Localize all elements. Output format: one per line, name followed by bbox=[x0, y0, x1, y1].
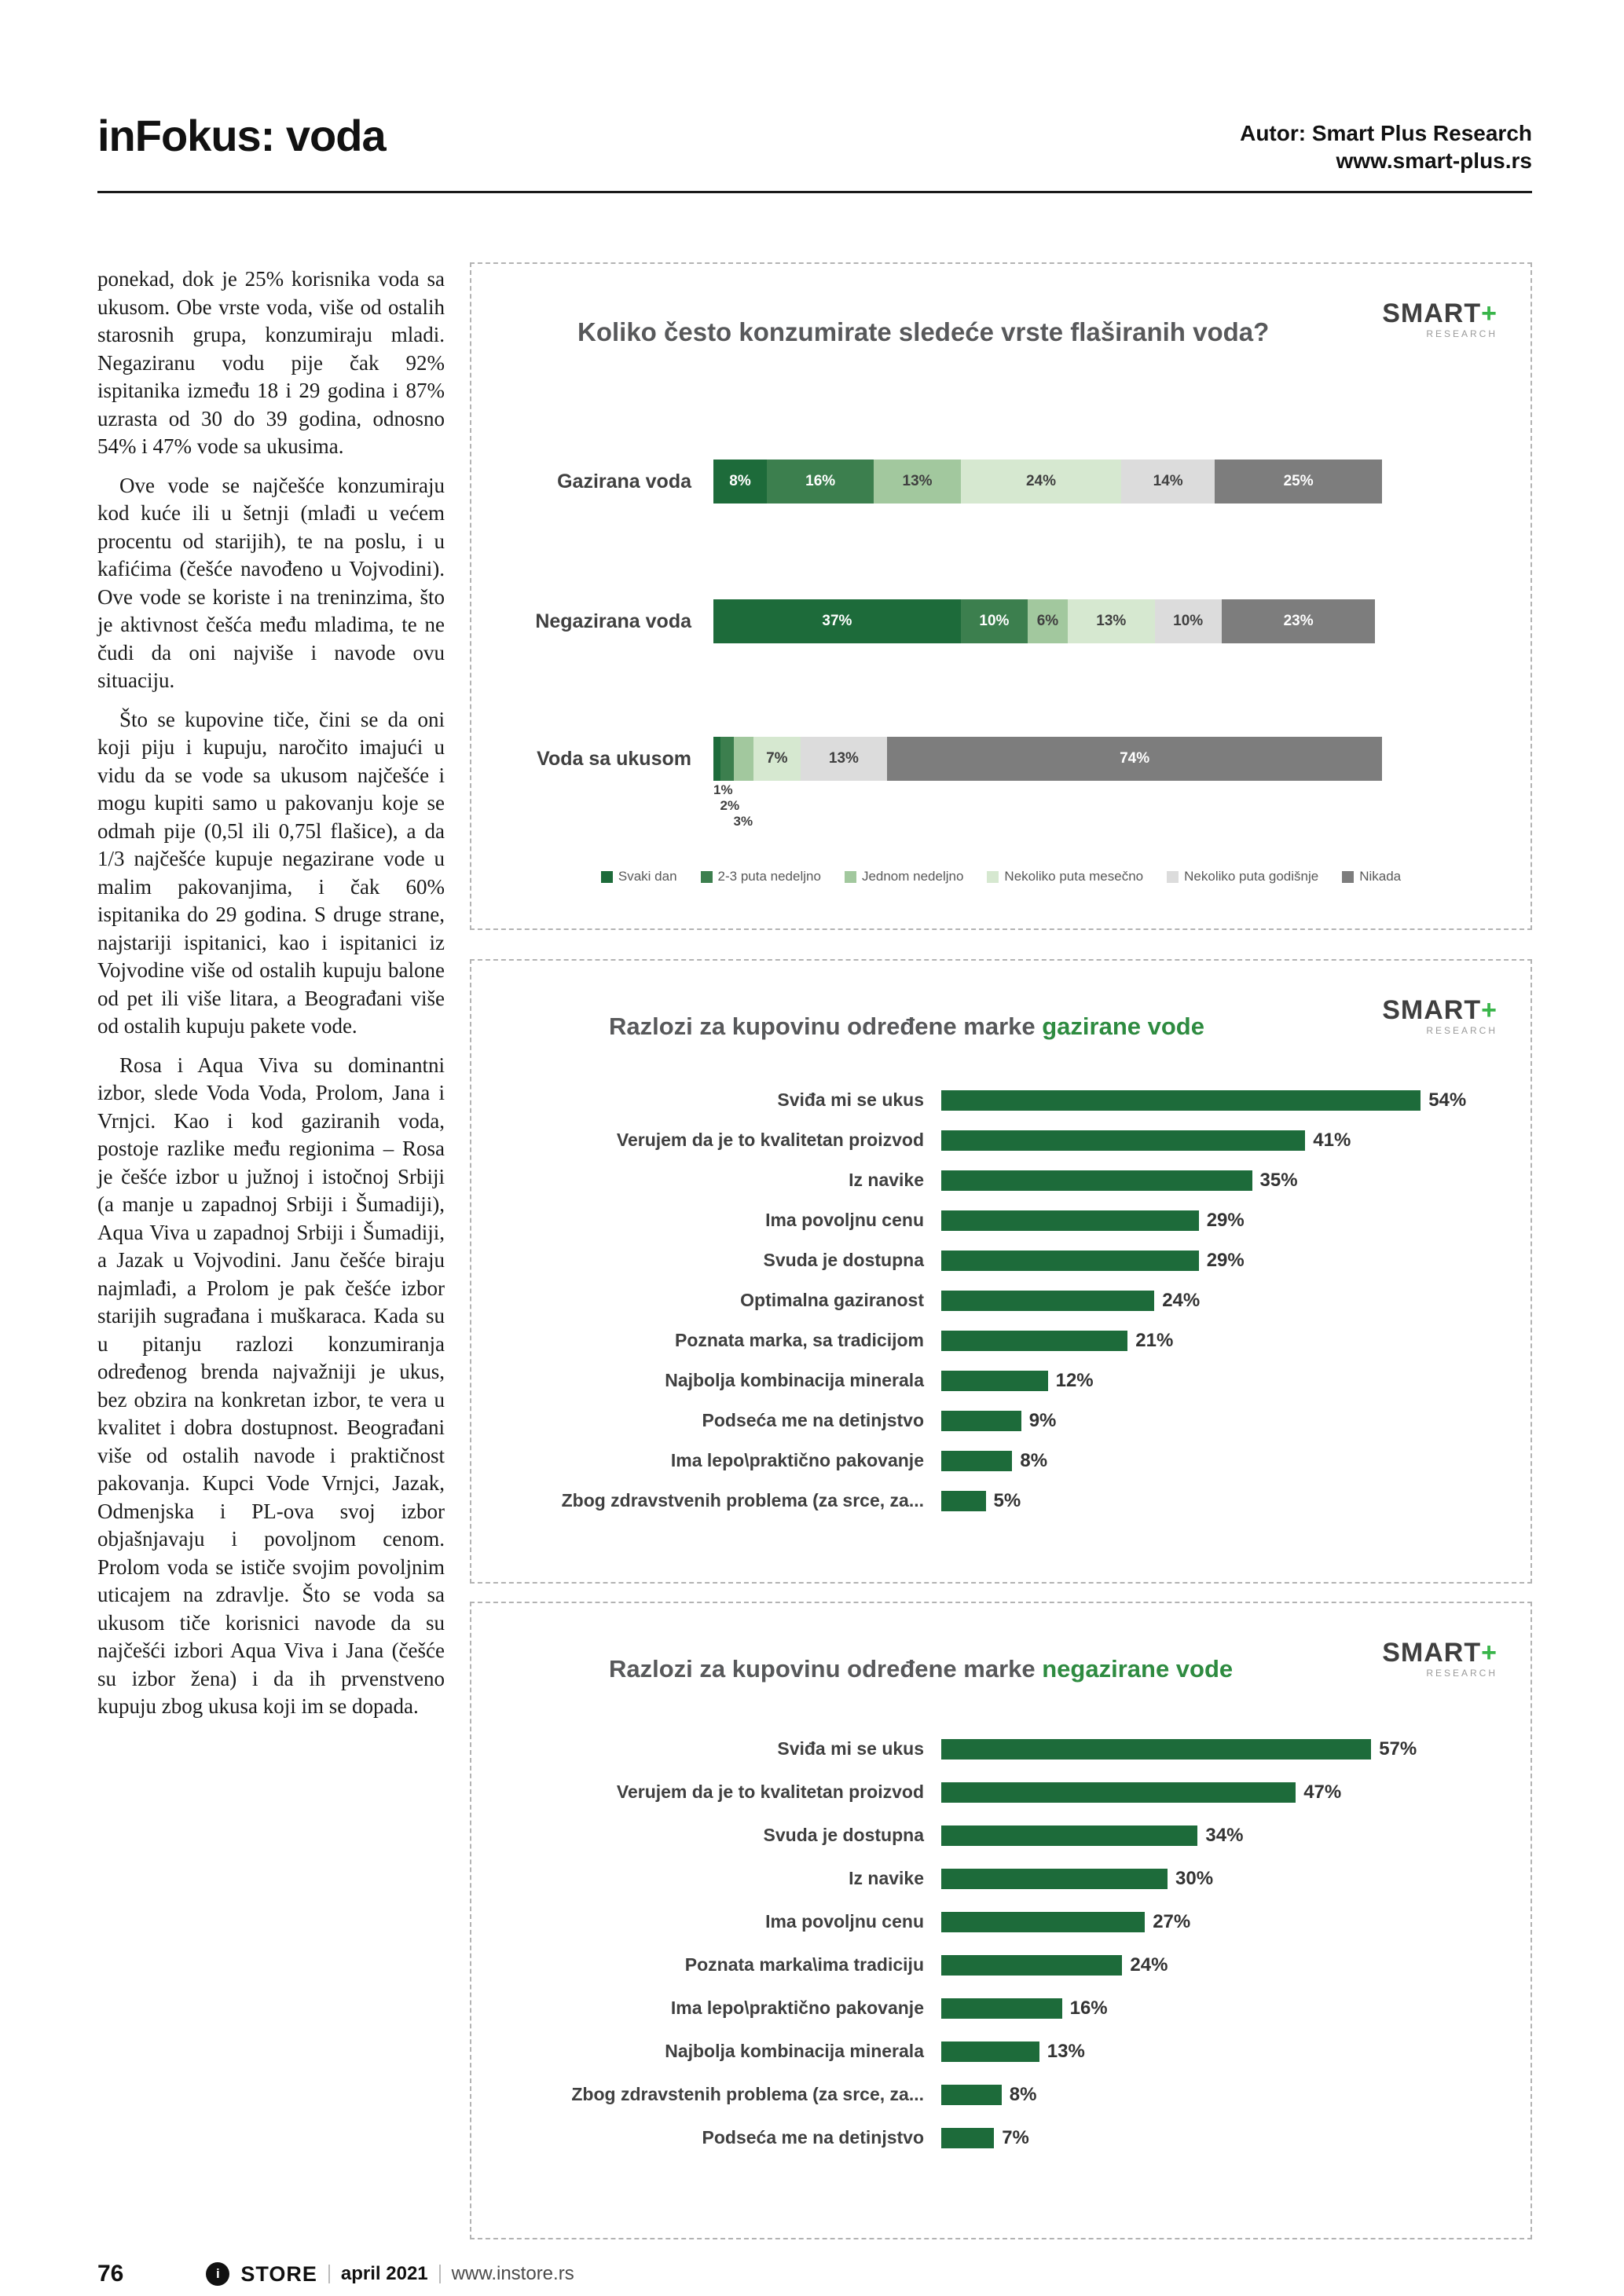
bar-category-label: Sviđa mi se ukus bbox=[777, 1089, 924, 1110]
bar-category-label: Verujem da je to kvalitetan proizvod bbox=[616, 1130, 924, 1150]
stacked-row bbox=[493, 460, 1382, 504]
bar bbox=[941, 1739, 1371, 1760]
bar-row bbox=[489, 1080, 1513, 1120]
bar-value-label: 54% bbox=[1428, 1089, 1467, 1111]
bar-category-label: Ima povoljnu cenu bbox=[765, 1210, 924, 1230]
logo-text: SMART bbox=[1382, 995, 1482, 1025]
legend-item bbox=[601, 869, 677, 884]
bar-row bbox=[489, 2073, 1513, 2116]
smart-plus-logo bbox=[1382, 997, 1498, 1035]
bar-value-label: 16% bbox=[1069, 1997, 1108, 2019]
chart-title: Razlozi za kupovinu određene marke gazirane vode bbox=[609, 1013, 1204, 1040]
legend-label: 2-3 puta nedeljno bbox=[717, 869, 821, 884]
bar bbox=[941, 1998, 1062, 2019]
bar bbox=[941, 1411, 1021, 1431]
bar-value-label: 12% bbox=[1055, 1369, 1094, 1391]
bar-row bbox=[489, 1987, 1513, 2030]
page-footer bbox=[97, 2261, 574, 2287]
bar-segment: 13% bbox=[1068, 599, 1155, 643]
logo-subtext: RESEARCH bbox=[1426, 328, 1498, 339]
bar-value-label: 41% bbox=[1313, 1129, 1351, 1151]
bar bbox=[941, 2128, 994, 2148]
bar-category-label: Svuda je dostupna bbox=[763, 1250, 924, 1270]
bar-segment bbox=[720, 737, 734, 781]
legend-swatch-icon bbox=[601, 871, 613, 883]
bar-value-label: 27% bbox=[1153, 1910, 1191, 1932]
segment-value-label: 2% bbox=[720, 798, 740, 813]
bar-row bbox=[489, 2116, 1513, 2159]
bar-category-label: Poznata marka, sa tradicijom bbox=[674, 1330, 924, 1350]
author-website: www.smart-plus.rs bbox=[1336, 148, 1532, 173]
logo-subtext: RESEARCH bbox=[1426, 1668, 1498, 1679]
bar-value-label: 13% bbox=[1047, 2040, 1085, 2062]
bar bbox=[941, 2041, 1039, 2062]
legend-swatch-icon bbox=[1167, 871, 1179, 883]
legend-item bbox=[1342, 869, 1401, 884]
bar-segment: 74% bbox=[887, 737, 1382, 781]
bar bbox=[941, 1371, 1048, 1391]
bar-row bbox=[489, 1814, 1513, 1857]
bar bbox=[941, 1291, 1154, 1311]
smart-plus-logo bbox=[1382, 1639, 1498, 1678]
bar bbox=[941, 1782, 1296, 1803]
bar-category-label: Podseća me na detinjstvo bbox=[702, 1410, 924, 1430]
bar bbox=[941, 1912, 1145, 1932]
article-paragraph-1: ponekad, dok je 25% korisnika voda sa ukusom. Obe vrste voda, više od ostalih starosnih grupa, konzumiraju mladi. Negaziranu vodu pije čak 92% ispitanika između 18 i 29 godina i 87% uzrasta od 30 do 39 godina, odnosno 54% i 47% vode sa ukusima. bbox=[97, 267, 445, 458]
bar-row bbox=[489, 1943, 1513, 1987]
bar-segment bbox=[713, 737, 720, 781]
bar-segment: 6% bbox=[1028, 599, 1068, 643]
legend-swatch-icon bbox=[987, 871, 999, 883]
bar-value-label: 7% bbox=[1002, 2126, 1029, 2148]
magazine-brand: STORE bbox=[240, 2261, 317, 2286]
bar-row bbox=[489, 1441, 1513, 1481]
category-label: Gazirana voda bbox=[557, 470, 691, 493]
legend-label: Jednom nedeljno bbox=[861, 869, 964, 884]
bar-value-label: 29% bbox=[1206, 1209, 1245, 1231]
page-number: 76 bbox=[97, 2261, 124, 2287]
bar-category-label: Podseća me na detinjstvo bbox=[702, 2127, 924, 2148]
header-rule bbox=[97, 191, 1532, 193]
bar-value-label: 30% bbox=[1175, 1867, 1214, 1889]
bar-row bbox=[489, 1280, 1513, 1320]
plus-icon: + bbox=[1481, 995, 1498, 1025]
logo-subtext: RESEARCH bbox=[1426, 1025, 1498, 1036]
chart-title: Koliko često konzumirate sledeće vrste flaširanih voda? bbox=[577, 317, 1270, 346]
bar-value-label: 24% bbox=[1130, 1954, 1168, 1976]
category-label: Voda sa ukusom bbox=[537, 747, 691, 770]
bar-segment bbox=[734, 737, 754, 781]
bar-value-label: 8% bbox=[1009, 2083, 1037, 2105]
bar-row bbox=[489, 1200, 1513, 1240]
stacked-bar bbox=[713, 599, 1382, 643]
segment-value-label: 1% bbox=[713, 782, 733, 797]
bar bbox=[941, 1491, 986, 1511]
bar-category-label: Ima povoljnu cenu bbox=[765, 1911, 924, 1932]
category-label: Negazirana voda bbox=[535, 610, 691, 632]
page-title: inFokus: voda bbox=[97, 111, 386, 160]
bar-row bbox=[489, 1320, 1513, 1360]
bar-category-label: Optimalna gaziranost bbox=[740, 1290, 924, 1310]
bar-value-label: 47% bbox=[1303, 1781, 1342, 1803]
bar-value-label: 8% bbox=[1020, 1449, 1048, 1471]
stacked-bar bbox=[713, 737, 1382, 829]
bar bbox=[941, 1090, 1421, 1111]
bar-row bbox=[489, 1401, 1513, 1441]
bar-category-label: Zbog zdravstvenih problema (za srce, za... bbox=[561, 1490, 924, 1511]
bar bbox=[941, 1130, 1305, 1151]
bar-segment: 13% bbox=[874, 460, 961, 504]
bar-value-label: 5% bbox=[993, 1489, 1021, 1511]
legend-swatch-icon bbox=[845, 871, 856, 883]
legend-label: Nikada bbox=[1359, 869, 1402, 884]
bar-value-label: 35% bbox=[1259, 1169, 1298, 1191]
article-column bbox=[97, 265, 445, 1721]
smart-plus-logo bbox=[1382, 300, 1498, 339]
bar-segment: 14% bbox=[1121, 460, 1215, 504]
bar bbox=[941, 1955, 1122, 1976]
legend-label: Svaki dan bbox=[618, 869, 677, 884]
legend-swatch-icon bbox=[1342, 871, 1354, 883]
stacked-row bbox=[493, 737, 1382, 829]
bar-row bbox=[489, 1727, 1513, 1771]
bar-segment: 13% bbox=[801, 737, 888, 781]
title-highlight: gazirane vode bbox=[1042, 1013, 1204, 1040]
bar-segment: 25% bbox=[1215, 460, 1382, 504]
bar-segment: 24% bbox=[961, 460, 1121, 504]
chart-reasons-still bbox=[470, 1602, 1532, 2239]
bar bbox=[941, 1210, 1199, 1231]
footer-divider bbox=[439, 2265, 441, 2283]
bar-segment: 23% bbox=[1222, 599, 1376, 643]
stacked-bar bbox=[713, 460, 1382, 504]
article-paragraph-3: Što se kupovine tiče, čini se da oni koji piju i kupuju, naročito imajući u vidu da se vode sa ukusom najčešće i mogu kupiti samo u pakovanju koje se odmah pije (0,5l ili 0,75l flašice), a da 1/3 najčešće kupuje negazirane vode u malim pakovanjima, i čak 60% ispitanika do 29 godina. S druge strane, najstariji ispitanici, kao i ispitanici iz Vojvodine više od ostalih kupuju balone od pet ili više litara, a Beograđani više od ostalih kupuju pakete vode. bbox=[97, 707, 445, 1038]
chart-consumption-frequency bbox=[470, 262, 1532, 930]
bar bbox=[941, 1251, 1199, 1271]
bar-value-label: 9% bbox=[1028, 1409, 1057, 1431]
bar-row bbox=[489, 1481, 1513, 1521]
bar-value-label: 29% bbox=[1206, 1249, 1245, 1271]
bar-row bbox=[489, 1160, 1513, 1200]
logo-text: SMART bbox=[1382, 298, 1482, 328]
plus-icon: + bbox=[1481, 1638, 1498, 1668]
bar bbox=[941, 1331, 1127, 1351]
plus-icon: + bbox=[1481, 298, 1498, 328]
bar-value-label: 57% bbox=[1379, 1738, 1417, 1760]
logo-text: SMART bbox=[1382, 1638, 1482, 1668]
legend-label: Nekoliko puta mesečno bbox=[1004, 869, 1144, 884]
bar-category-label: Ima lepo\praktično pakovanje bbox=[670, 1998, 924, 2018]
bar bbox=[941, 2085, 1002, 2105]
bar-row bbox=[489, 1120, 1513, 1160]
author-block bbox=[1240, 119, 1532, 174]
bar-row bbox=[489, 1360, 1513, 1401]
legend-label: Nekoliko puta godišnje bbox=[1184, 869, 1319, 884]
bar-segment: 7% bbox=[753, 737, 801, 781]
bar-value-label: 24% bbox=[1162, 1289, 1201, 1311]
author-credit: Autor: Smart Plus Research bbox=[1240, 121, 1532, 145]
legend-item bbox=[845, 869, 963, 884]
bar-row bbox=[489, 2030, 1513, 2073]
bar-category-label: Najbolja kombinacija minerala bbox=[665, 2041, 924, 2061]
chart-title: Razlozi za kupovinu određene marke negazirane vode bbox=[609, 1655, 1234, 1683]
title-highlight: negazirane vode bbox=[1042, 1655, 1234, 1683]
bar-segment: 10% bbox=[961, 599, 1028, 643]
bars-area bbox=[489, 1727, 1513, 2159]
bar-value-label: 21% bbox=[1135, 1329, 1174, 1351]
bar-segment: 8% bbox=[713, 460, 767, 504]
bar-row bbox=[489, 1900, 1513, 1943]
magazine-website: www.instore.rs bbox=[451, 2263, 574, 2284]
bar-category-label: Svuda je dostupna bbox=[763, 1825, 924, 1845]
instore-logo-icon: i bbox=[206, 2262, 229, 2286]
footer-divider bbox=[328, 2265, 330, 2283]
segment-value-label: 3% bbox=[733, 814, 753, 829]
bar-category-label: Verujem da je to kvalitetan proizvod bbox=[616, 1782, 924, 1802]
legend-item bbox=[1167, 869, 1318, 884]
legend-swatch-icon bbox=[701, 871, 713, 883]
bar-segment: 16% bbox=[767, 460, 874, 504]
bar-segment: 37% bbox=[713, 599, 961, 643]
bars-area bbox=[489, 1080, 1513, 1521]
bar bbox=[941, 1825, 1197, 1846]
article-paragraph-2: Ove vode se najčešće konzumiraju kod kuće ili u šetnji (mlađi u većem procentu od starijih), te na poslu, i u kafićima (češće navođeno u Vojvodini). Ove vode se koriste i na treninzima, što je aktivnost češća među mladima, te ne čudi da oni najviše i navode ovu situaciju. bbox=[97, 473, 445, 692]
legend-item bbox=[987, 869, 1143, 884]
bar-row bbox=[489, 1240, 1513, 1280]
article-paragraph-4: Rosa i Aqua Viva su dominantni izbor, slede Voda Voda, Prolom, Jana i Vrnjci. Kao i kod gaziranih voda, postoje razlike među regionima – Rosa je češće izbor u južnoj i istočnoj Srbiji (a manje u zapadnoj Srbiji i Šumadiji), Aqua Viva u zapadnoj Srbiji i Šumadiji, a Jazak u Vojvodini. Janu češće biraju najmlađi, a Prolom je pak češće izbor starijih sugrađana i muškaraca. Kada su u pitanju razlozi konzumiranja određenog brenda najvažniji je ukus, bez obzira na konkretan izbor, te vera u kvalitet i dobra dostupnost. Beograđani više od ostalih navode i praktičnost pakovanja. Kupci Vode Vrnjci, Jazak, Odmenjska i PL-ova svoj izbor objašnjavaju i povoljnom cenom. Prolom voda se ističe svojim povoljnim uticajem na zdravlje. Što se voda sa ukusom tiče korisnici navode da su najčešći izbori Aqua Viva i Jana (češće su izbor žena) i da ih prvenstveno kupuju zbog ukusa koji im se dopada. bbox=[97, 1053, 445, 1718]
bar-row bbox=[489, 1771, 1513, 1814]
bar bbox=[941, 1451, 1012, 1471]
bar-category-label: Iz navike bbox=[849, 1868, 924, 1888]
chart-reasons-sparkling bbox=[470, 959, 1532, 1584]
legend-item bbox=[701, 869, 821, 884]
bar-category-label: Sviđa mi se ukus bbox=[777, 1738, 924, 1759]
bar-category-label: Iz navike bbox=[849, 1170, 924, 1190]
bar-category-label: Poznata marka\ima tradiciju bbox=[684, 1954, 924, 1975]
bar-segment: 10% bbox=[1155, 599, 1222, 643]
issue-date: april 2021 bbox=[340, 2263, 428, 2284]
bar-value-label: 34% bbox=[1205, 1824, 1244, 1846]
bar-row bbox=[489, 1857, 1513, 1900]
bar-category-label: Najbolja kombinacija minerala bbox=[665, 1370, 924, 1390]
stacked-row bbox=[493, 599, 1382, 643]
bar bbox=[941, 1869, 1168, 1889]
chart-legend bbox=[471, 869, 1531, 884]
bar-category-label: Ima lepo\praktično pakovanje bbox=[670, 1450, 924, 1470]
bar-category-label: Zbog zdravstenih problema (za srce, za... bbox=[571, 2084, 924, 2104]
bar bbox=[941, 1170, 1252, 1191]
